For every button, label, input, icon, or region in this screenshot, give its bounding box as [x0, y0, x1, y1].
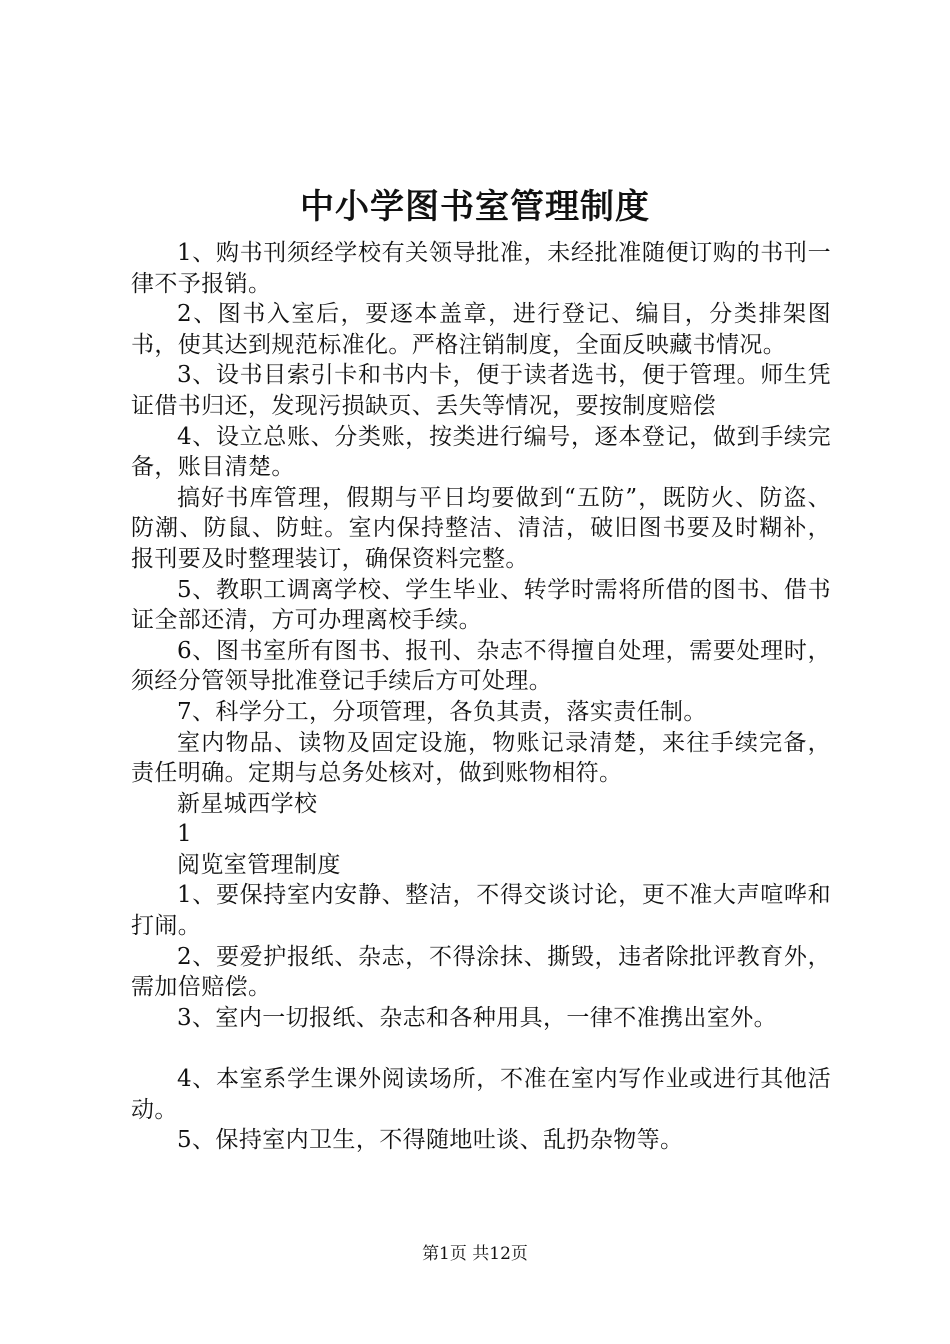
reading-rule-3: 3、室内一切报纸、杂志和各种用具，一律不准携出室外。 [177, 1004, 778, 1031]
reading-rule-4: 4、本室系学生课外阅读场所，不准在室内写作业或进行其他活动。 [131, 1066, 831, 1123]
paragraph-3: 3、设书目索引卡和书内卡，便于读者选书，便于管理。师生凭证借书归还，发现污损缺页、丢失等情况，要按制度赔偿 [131, 362, 831, 419]
reading-rule-2: 2、要爱护报纸、杂志，不得涂抹、撕毁，违者除批评教育外，需加倍赔偿。 [131, 943, 831, 1001]
section-title: 阅览室管理制度 [177, 851, 341, 878]
page-footer: 第1页 共12页 [422, 1244, 528, 1264]
paragraph-4: 4、设立总账、分类账，按类进行编号，逐本登记，做到手续完备，账目清楚。 [131, 423, 831, 481]
document-body [131, 238, 831, 1156]
paragraph-5: 搞好书库管理，假期与平日均要做到“五防”，既防火、防盗、防潮、防鼠、防蛀。室内保持整洁、清洁，破旧图书要及时糊补，报刊要及时整理装订，确保资料完整。 [131, 484, 831, 572]
reading-rule-1: 1、要保持室内安静、整洁，不得交谈讨论，更不准大声喧哗和打闹。 [131, 882, 831, 940]
school-name: 新星城西学校 [177, 790, 318, 817]
paragraph-9: 室内物品、读物及固定设施，物账记录清楚，来往手续完备，责任明确。定期与总务处核对，做到账物相符。 [131, 729, 831, 787]
paragraph-7: 6、图书室所有图书、报刊、杂志不得擅自处理，需要处理时，须经分管领导批准登记手续后方可处理。 [131, 637, 831, 695]
document-title: 中小学图书室管理制度 [300, 187, 650, 227]
section-number: 1 [177, 821, 193, 848]
paragraph-6: 5、教职工调离学校、学生毕业、转学时需将所借的图书、借书证全部还清，方可办理离校手续。 [131, 576, 831, 634]
paragraph-1: 1、购书刊须经学校有关领导批准，未经批准随便订购的书刊一律不予报销。 [131, 240, 831, 297]
paragraph-2: 2、图书入室后，要逐本盖章，进行登记、编目，分类排架图书，使其达到规范标准化。严格注销制度，全面反映藏书情况。 [131, 301, 831, 358]
paragraph-8: 7、科学分工，分项管理，各负其责，落实责任制。 [177, 698, 707, 725]
blank-line [131, 1033, 831, 1064]
reading-rule-5: 5、保持室内卫生，不得随地吐谈、乱扔杂物等。 [177, 1127, 684, 1154]
